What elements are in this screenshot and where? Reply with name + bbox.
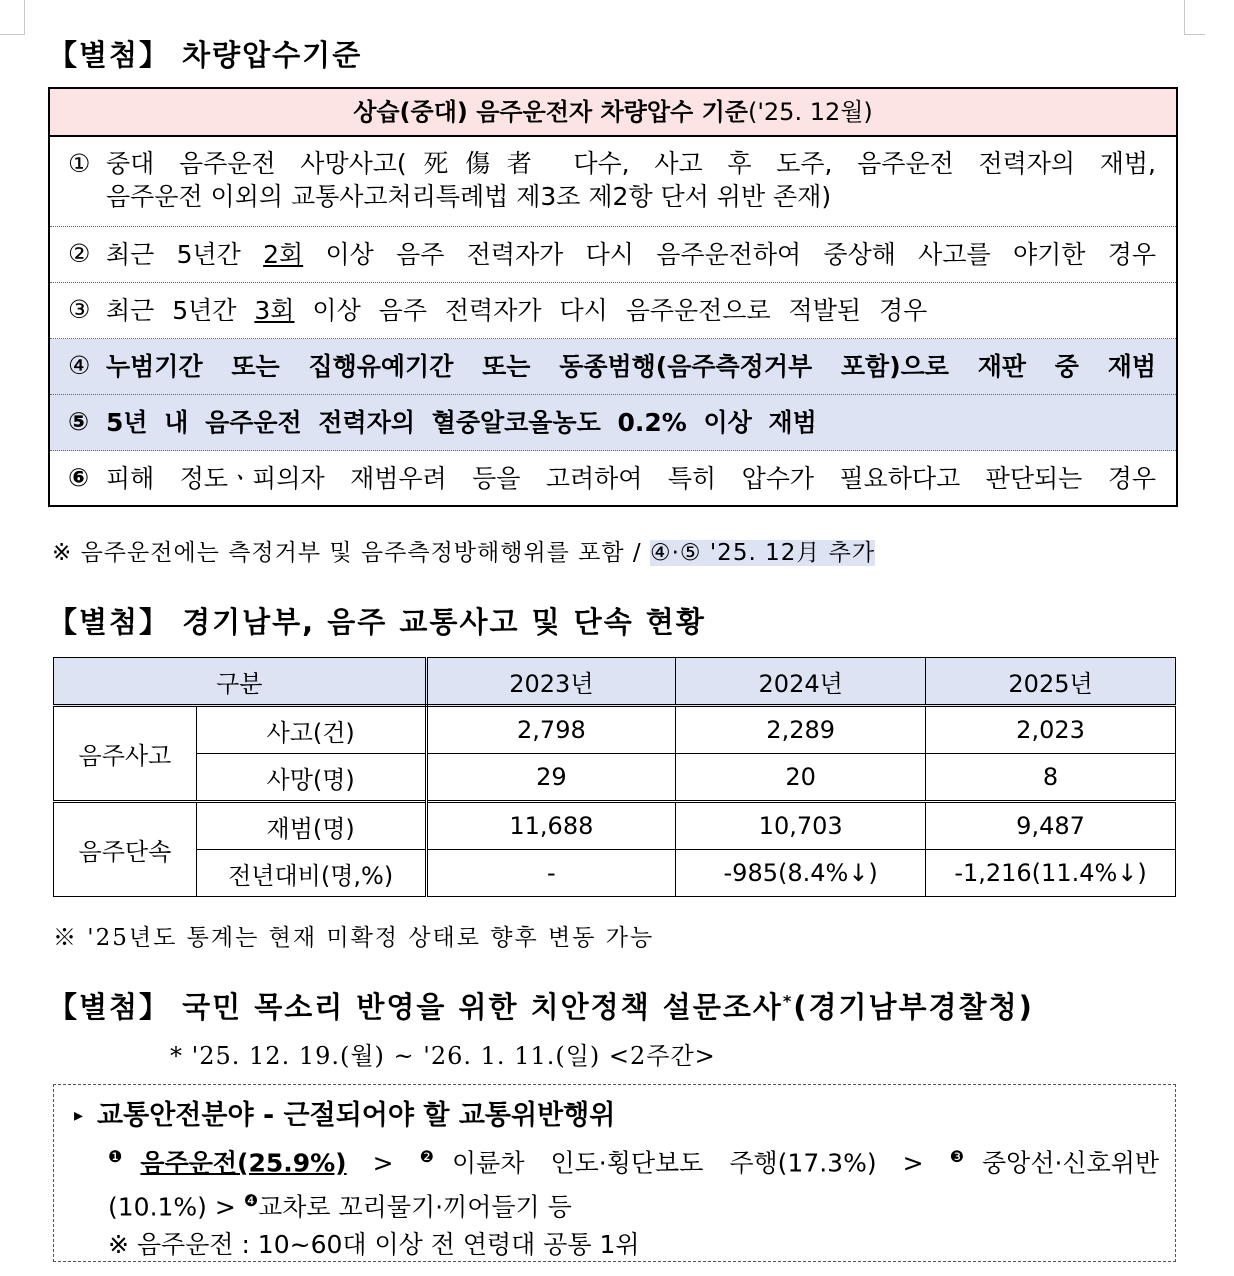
table-cell: 8 — [926, 754, 1176, 802]
table-row — [54, 850, 1176, 897]
table-header-cell: 2023년 — [426, 658, 676, 706]
survey-period: * '25. 12. 19.(월) ~ '26. 1. 11.(일) <2주간> — [170, 1042, 716, 1070]
section3-title: 【별첨】 국민 목소리 반영을 위한 치안정책 설문조사*(경기남부경찰청) — [48, 990, 1034, 1024]
table-cell: 9,487 — [926, 802, 1176, 850]
criterion-row-6: ⑥ 피해 정도ㆍ피의자 재범우려 등을 고려하여 특히 압수가 필요하다고 판단되는 경우 — [68, 463, 1156, 493]
bullet-icon: ▸ — [74, 1105, 84, 1126]
survey-item-2: 이륜차 인도·횡단보도 주행(17.3%) — [452, 1148, 877, 1178]
table-cell: - — [426, 850, 676, 897]
survey-item-1: 음주운전(25.9%) — [140, 1148, 347, 1178]
table-header-cell: 2025년 — [926, 658, 1176, 706]
page-corner-mark — [0, 0, 25, 35]
survey-item-4: 교차로 꼬리물기·끼어들기 등 — [258, 1192, 572, 1222]
group-label: 음주사고 — [54, 706, 197, 802]
section2-title: 【별첨】 경기남부, 음주 교통사고 및 단속 현황 — [48, 605, 706, 639]
table-cell: -1,216(11.4%↓) — [926, 850, 1176, 897]
survey-ranking-line: $^❶$음주운전(25.9%) > $^❷$이륜차 인도·횡단보도 주행(17.3%) > $^❸$중앙선·신호위반 — [108, 1147, 1160, 1178]
survey-note: ※ 음주운전 : 10~60대 이상 전 연령대 공통 1위 — [108, 1230, 640, 1259]
criterion-row-2: ② 최근 5년간 2회 이상 음주 전력자가 다시 음주운전하여 중상해 사고를 야기한 경우 — [50, 227, 1176, 283]
table-cell: 10,703 — [676, 802, 926, 850]
row-label: 사망(명) — [196, 754, 426, 802]
survey-heading: ▸ 교통안전분야 - 근절되어야 할 교통위반행위 — [74, 1100, 616, 1131]
criterion-row-3: ③ 최근 5년간 3회 이상 음주 전력자가 다시 음주운전으로 적발된 경우 — [50, 283, 1176, 339]
table-cell: 2,798 — [426, 706, 676, 754]
row-label: 사고(건) — [196, 706, 426, 754]
table-row — [54, 706, 1176, 754]
row-label: 재범(명) — [196, 802, 426, 850]
survey-ranking-line: (10.1%) > $^❹$교차로 꼬리물기·끼어들기 등 — [108, 1191, 572, 1222]
table-cell: 2,289 — [676, 706, 926, 754]
table-cell: 2,023 — [926, 706, 1176, 754]
table-cell: 11,688 — [426, 802, 676, 850]
criterion-row-1: ① 중대 음주운전 사망사고(死傷者 다수, 사고 후 도주, 음주운전 전력자의 재범, 음주운전 이외의 교통사고처리특례법 제3조 제2항 단서 위반 존재) — [50, 137, 1176, 227]
survey-item-3: 중앙선·신호위반 — [982, 1148, 1160, 1178]
criterion-row-5: ⑤ 5년 내 음주운전 전력자의 혈중알코올농도 0.2% 이상 재범 — [50, 395, 1176, 451]
criteria-note: ※ 음주운전에는 측정거부 및 음주측정방해행위를 포함 / ④·⑤ '25. 12月 추가 — [52, 540, 876, 566]
stats-table — [53, 657, 1176, 897]
section1-title: 【별첨】 차량압수기준 — [48, 38, 363, 72]
table-header-cell: 2024년 — [676, 658, 926, 706]
table-row — [54, 754, 1176, 802]
group-label: 음주단속 — [54, 802, 197, 897]
criterion-row-4: ④ 누범기간 또는 집행유예기간 또는 동종범행(음주측정거부 포함)으로 재판 중 재범 — [50, 339, 1176, 395]
table-cell: 29 — [426, 754, 676, 802]
row-label: 전년대비(명,%) — [196, 850, 426, 897]
survey-box — [53, 1084, 1176, 1262]
table-header-row — [54, 658, 1176, 706]
table-row — [54, 802, 1176, 850]
criteria-note-highlight: ④·⑤ '25. 12月 추가 — [650, 540, 876, 566]
criteria-box — [48, 87, 1178, 507]
table-cell: -985(8.4%↓) — [676, 850, 926, 897]
table-cell: 20 — [676, 754, 926, 802]
table-header-cell: 구분 — [54, 658, 427, 706]
criteria-box-title: 상습(중대) 음주운전자 차량압수 기준('25. 12월) — [50, 89, 1176, 137]
stats-note: ※ '25년도 통계는 현재 미확정 상태로 향후 변동 가능 — [53, 925, 655, 951]
page-corner-mark — [1184, 0, 1205, 35]
